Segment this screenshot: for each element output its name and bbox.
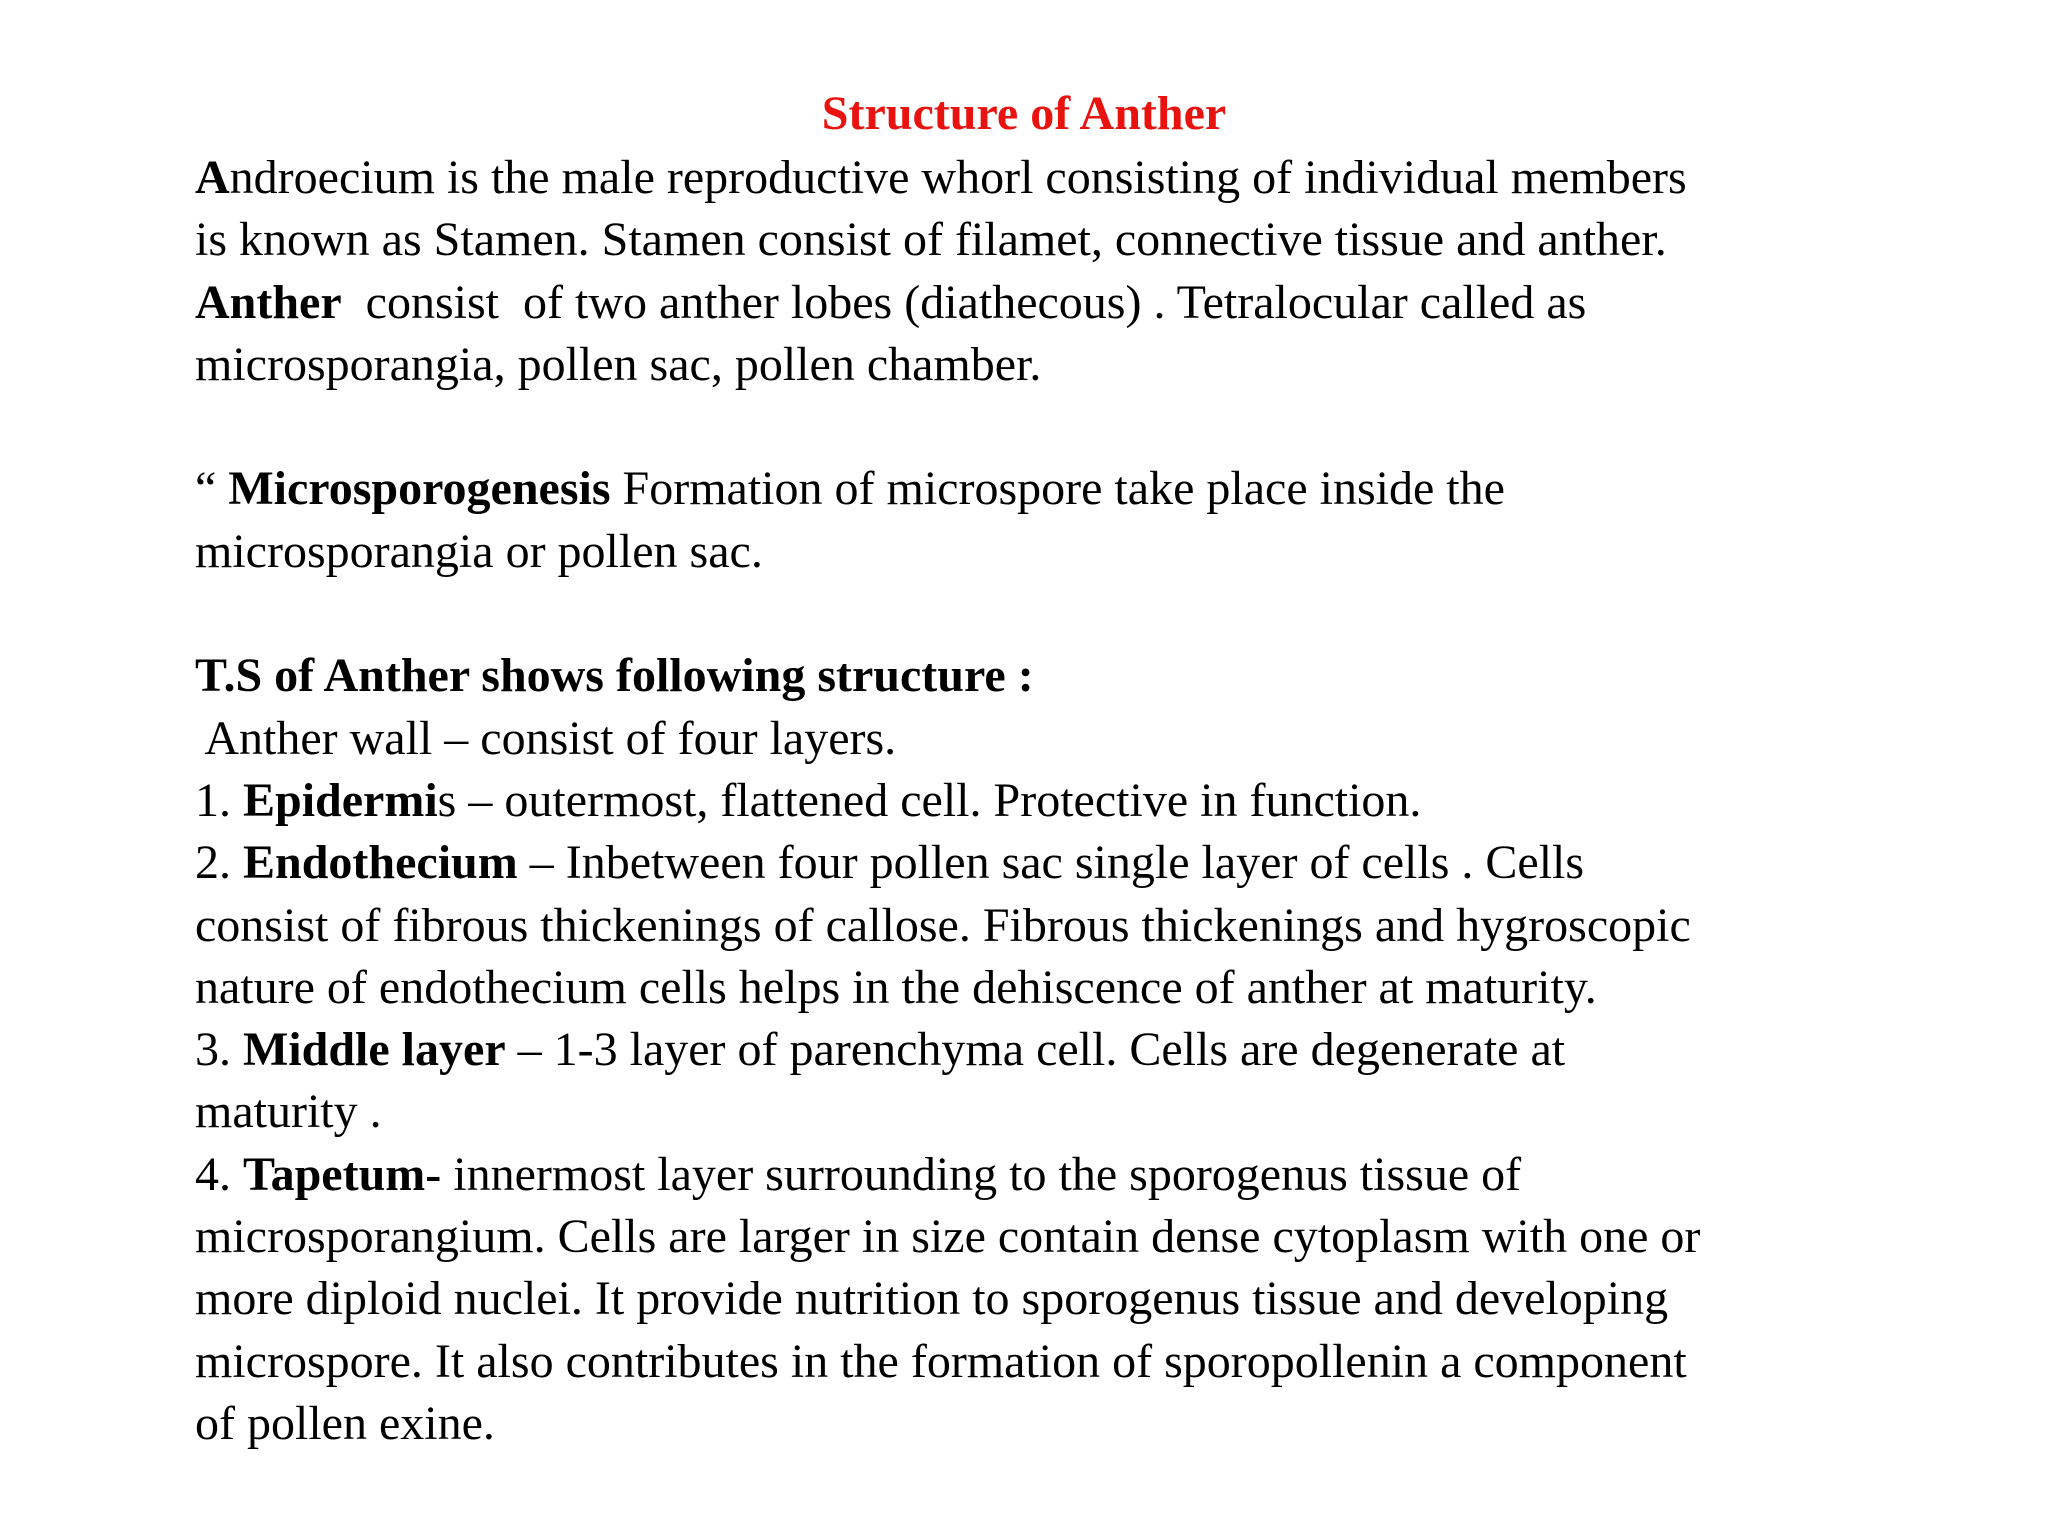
list-item-epidermis: [195, 770, 1895, 832]
list-item-tapetum-line-2: microsporangium. Cells are larger in size contain dense cytoplasm with one or: [195, 1210, 1701, 1264]
text-run: s – outermost, flattened cell. Protective in function.: [437, 773, 1422, 827]
paragraph-spacer: [195, 396, 1895, 458]
anther-wall-intro: Anther wall – consist of four layers.: [195, 711, 897, 765]
drop-letter: A: [195, 151, 230, 204]
paragraph-androecium-line-2: is known as Stamen. Stamen consist of filamet, connective tissue and anther.: [195, 213, 1667, 267]
list-item-tapetum-line-1: [195, 1144, 1895, 1206]
list-item-endothecium-line-3: nature of endothecium cells helps in the dehiscence of anther at maturity.: [195, 960, 1597, 1014]
section-heading-ts-anther: [195, 645, 1895, 707]
list-item-tapetum-line-4: microspore. It also contributes in the formation of sporopollenin a component: [195, 1334, 1687, 1388]
paragraph-microsporogenesis-line-2: microsporangia or pollen sac.: [195, 524, 763, 578]
paragraph-anther-line-2: microsporangia, pollen sac, pollen chamber.: [195, 337, 1042, 391]
list-number: 1.: [195, 773, 243, 827]
text-run: – 1-3 layer of parenchyma cell. Cells are degenerate at: [505, 1023, 1566, 1077]
text-run: consist of two anther lobes (diathecous) . Tetralocular called as: [341, 275, 1587, 329]
text-run: ndroecium is the male reproductive whorl consisting of individual members: [229, 151, 1687, 204]
term-anther: Anther: [195, 275, 342, 329]
quote-mark: “: [195, 462, 229, 516]
list-item-middle-layer-line-1: [195, 1019, 1895, 1081]
paragraph-androecium-line-1: [195, 147, 1895, 209]
list-item-endothecium-line-2: consist of fibrous thickenings of callose. Fibrous thickenings and hygroscopic: [195, 898, 1691, 952]
list-number: 2.: [195, 836, 243, 890]
slide-body: [195, 147, 1895, 1455]
list-item-tapetum-line-5: of pollen exine.: [195, 1396, 495, 1450]
text-run: innermost layer surrounding to the sporogenus tissue of: [441, 1147, 1522, 1201]
term-microsporogenesis: Microsporogenesis: [228, 462, 611, 516]
heading-text: T.S of Anther shows following structure :: [195, 649, 1034, 703]
term-tapetum: Tapetum-: [243, 1147, 442, 1201]
slide-title: Structure of Anther: [821, 87, 1227, 140]
paragraph-microsporogenesis-line-1: [195, 458, 1895, 520]
list-item-tapetum-line-3: more diploid nuclei. It provide nutrition to sporogenus tissue and developing: [195, 1272, 1669, 1326]
paragraph-anther-line-1: [195, 272, 1895, 334]
term-middle-layer: Middle layer: [243, 1023, 506, 1077]
list-item-endothecium-line-1: [195, 832, 1895, 894]
term-endothecium: Endothecium: [243, 836, 518, 890]
text-run: Formation of microspore take place inside the: [610, 462, 1505, 516]
list-number: 4.: [195, 1147, 243, 1201]
list-item-middle-layer-line-2: maturity .: [195, 1085, 382, 1139]
paragraph-spacer: [195, 583, 1895, 645]
list-number: 3.: [195, 1023, 243, 1077]
term-epidermis: Epidermi: [243, 773, 438, 827]
text-run: – Inbetween four pollen sac single layer of cells . Cells: [517, 836, 1585, 890]
